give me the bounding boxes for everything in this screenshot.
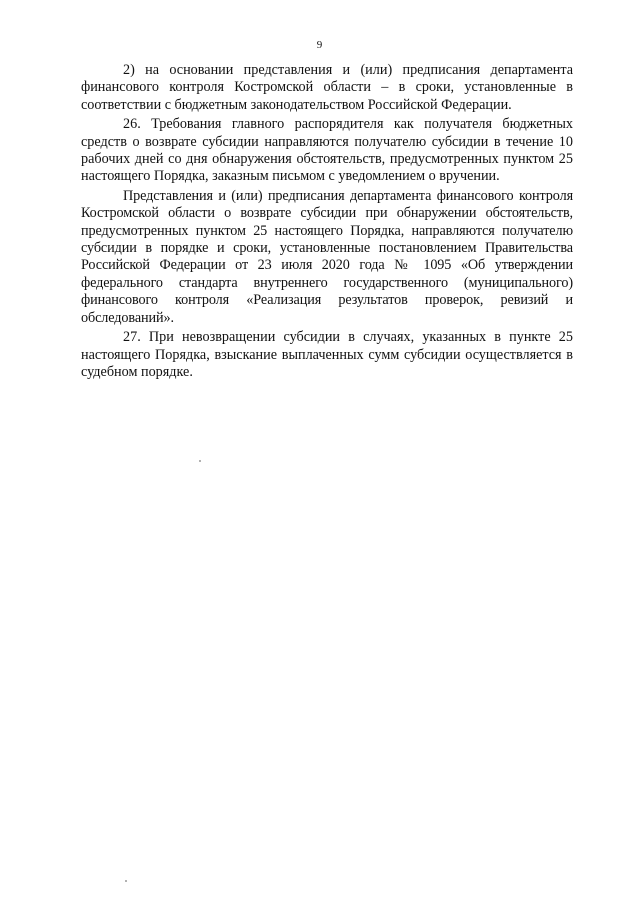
page-number: 9 xyxy=(316,39,323,51)
paragraph-representations: Представления и (или) предписания департамента финансового контроля Костромской области о возврате субсидии при обнаружении обстоятельств, предусмотренных пунктом 25 настоящего Порядка, направляются получателю субсидии в порядке и сроки, установленные постановлением Правительства Российской Федерации от 23 июля 2020 года № 1095 «Об утверждении федерального стандарта внутреннего государственного (муниципального) финансового контроля «Реализация результатов проверок, ревизий и обследований». xyxy=(81,187,573,326)
scan-speck xyxy=(199,460,201,462)
paragraph-clause-2: 2) на основании представления и (или) предписания департамента финансового контроля Костромской области – в сроки, установленные в соответствии с бюджетным законодательством Российской Федерации. xyxy=(81,62,573,113)
scan-speck xyxy=(125,880,127,882)
paragraph-clause-26: 26. Требования главного распорядителя как получателя бюджетных средств о возврате субсидии направляются получателю субсидии в течение 10 рабочих дней со дня обнаружения обстоятельств, предусмотренных пунктом 25 настоящего Порядка, заказным письмом с уведомлением о вручении. xyxy=(81,116,573,185)
document-body xyxy=(81,62,573,383)
paragraph-clause-27: 27. При невозвращении субсидии в случаях, указанных в пункте 25 настоящего Порядка, взыскание выплаченных сумм субсидии осуществляется в судебном порядке. xyxy=(81,329,573,380)
